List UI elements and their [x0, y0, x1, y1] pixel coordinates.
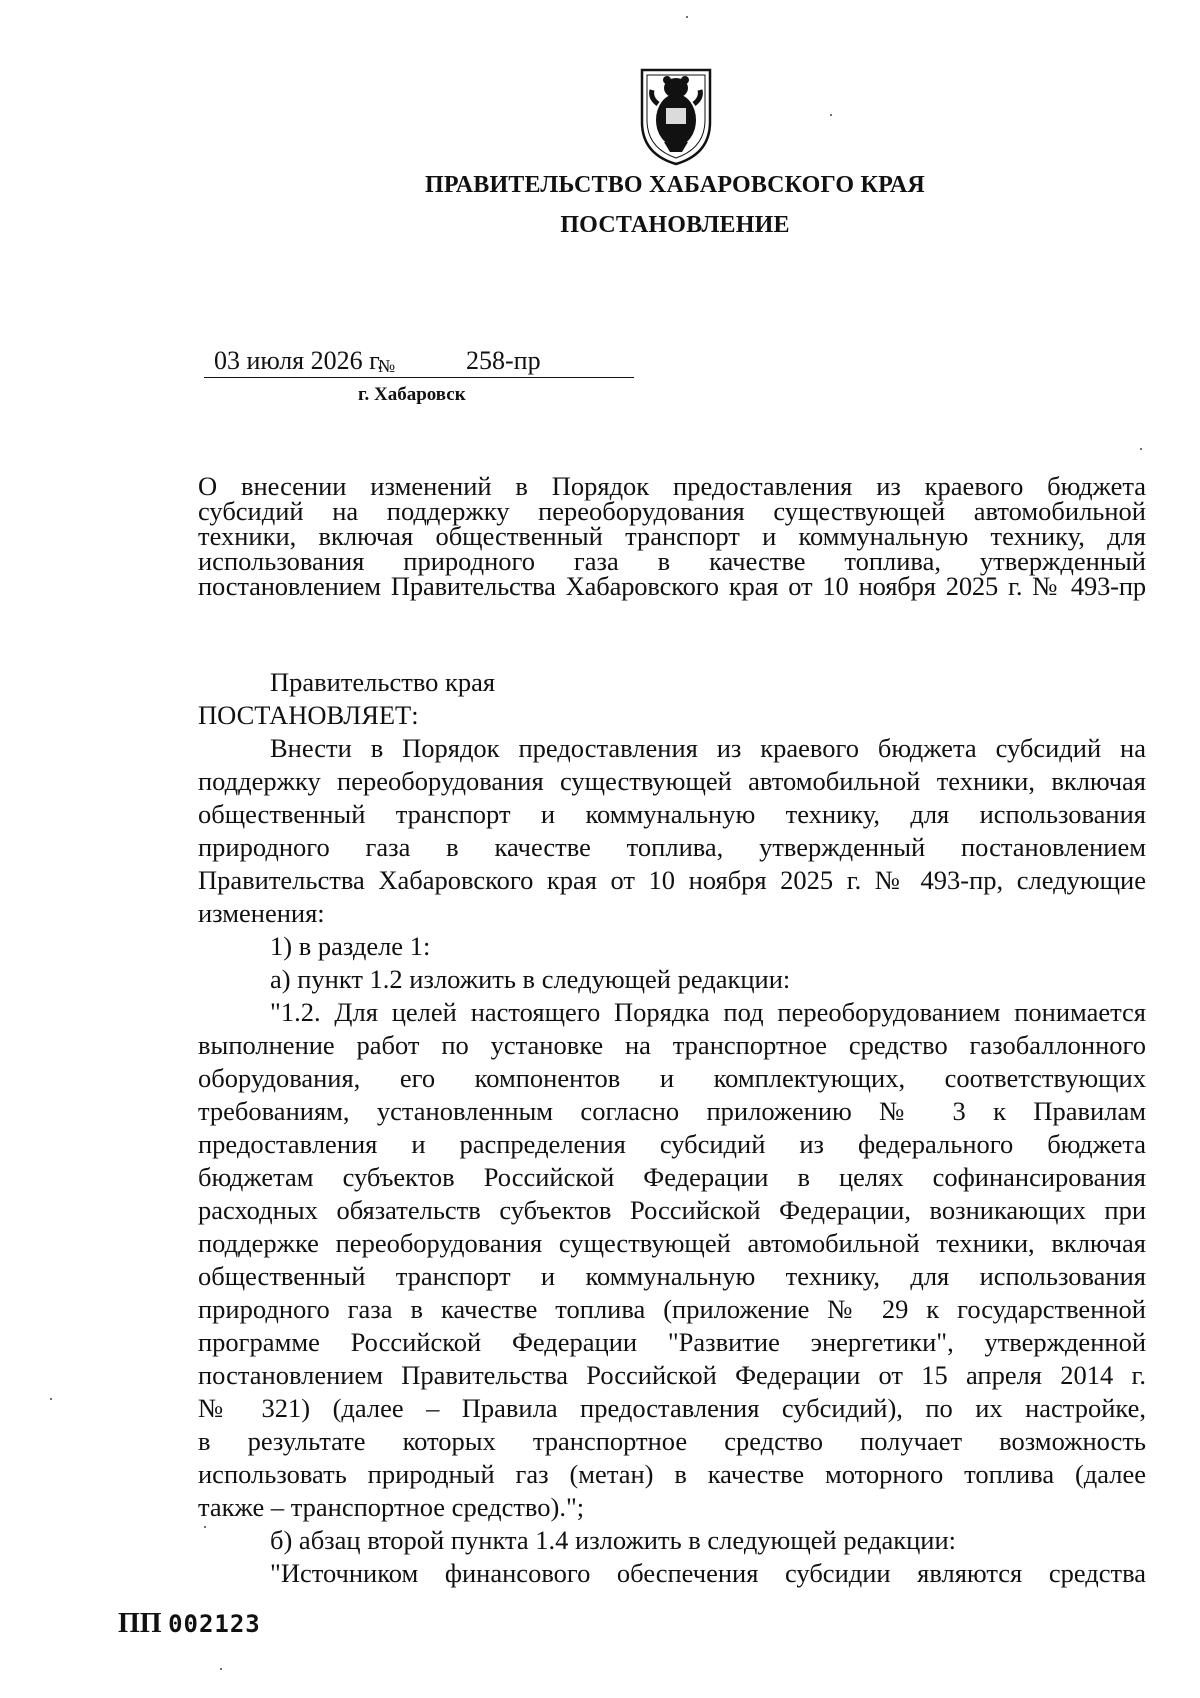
- body-line: бюджетам субъектов Российской Федерации в целях софинансирования: [198, 1162, 1146, 1192]
- body-line: "Источником финансового обеспечения субсидии являются средства: [270, 1558, 1146, 1588]
- scan-speck: [686, 16, 688, 18]
- body-line: Внести в Порядок предоставления из краевого бюджета субсидий на: [270, 733, 1146, 763]
- body-line: поддержке переоборудования существующей автомобильной техники, включая: [198, 1228, 1146, 1258]
- document-subject: [198, 471, 1146, 601]
- subject-line: О внесении изменений в Порядок предоставления из краевого бюджета: [198, 471, 1146, 501]
- body-line: выполнение работ по установке на транспортное средство газобаллонного: [198, 1030, 1146, 1060]
- document-serial-code: [118, 1608, 261, 1640]
- scan-speck: [204, 1526, 206, 1528]
- body-line: поддержку переоборудования существующей автомобильной техники, включая: [198, 766, 1146, 796]
- document-type: ПОСТАНОВЛЕНИЕ: [560, 212, 790, 238]
- document-date: 03 июля 2026 г.: [214, 346, 384, 375]
- subject-line: использования природного газа в качестве топлива, утвержденный: [198, 546, 1146, 576]
- scan-speck: [830, 114, 832, 116]
- subject-line: постановлением Правительства Хабаровского края от 10 ноября 2025 г. № 493-пр: [198, 571, 1146, 601]
- scan-speck: [1140, 448, 1142, 450]
- coat-of-arms-icon: [636, 62, 716, 166]
- scan-speck: [220, 1668, 222, 1670]
- serial-prefix: ПП: [118, 1608, 162, 1639]
- registration-underline: [204, 377, 634, 378]
- body-line: в результате которых транспортное средство получает возможность: [198, 1426, 1146, 1456]
- body-line: требованиям, установленным согласно приложению № 3 к Правилам: [198, 1096, 1146, 1126]
- body-line: программе Российской Федерации "Развитие энергетики", утвержденной: [198, 1327, 1146, 1357]
- body-line: 1) в разделе 1:: [270, 931, 431, 961]
- organization-name: ПРАВИТЕЛЬСТВО ХАБАРОВСКОГО КРАЯ: [425, 172, 925, 198]
- body-line: оборудования, его компонентов и комплектующих, соответствующих: [198, 1063, 1146, 1093]
- body-line: использовать природный газ (метан) в качестве моторного топлива (далее: [198, 1459, 1146, 1489]
- body-line: общественный транспорт и коммунальную технику, для использования: [198, 1261, 1146, 1291]
- registration-block: [204, 346, 634, 382]
- body-line: а) пункт 1.2 изложить в следующей редакции:: [270, 964, 791, 994]
- preamble-line: Правительство края: [270, 667, 496, 697]
- body-line: постановлением Правительства Российской Федерации от 15 апреля 2014 г.: [198, 1360, 1146, 1390]
- body-line: Правительства Хабаровского края от 10 ноября 2025 г. № 493-пр, следующие: [198, 865, 1146, 895]
- document-body: [198, 666, 1146, 1590]
- document-number: 258-пр: [466, 346, 541, 375]
- number-sign: №: [378, 356, 396, 376]
- body-line: б) абзац второй пункта 1.4 изложить в следующей редакции:: [270, 1525, 957, 1555]
- body-line: предоставления и распределения субсидий из федерального бюджета: [198, 1129, 1146, 1159]
- body-line: общественный транспорт и коммунальную технику, для использования: [198, 799, 1146, 829]
- document-city: г. Хабаровск: [358, 384, 466, 405]
- body-line: № 321) (далее – Правила предоставления субсидий), по их настройке,: [198, 1393, 1146, 1423]
- body-line: "1.2. Для целей настоящего Порядка под переоборудованием понимается: [270, 997, 1146, 1027]
- subject-line: субсидий на поддержку переоборудования существующей автомобильной: [198, 496, 1146, 526]
- body-line: изменения:: [198, 898, 325, 928]
- body-line: природного газа в качестве топлива, утвержденный постановлением: [198, 832, 1146, 862]
- body-line: расходных обязательств субъектов Российской Федерации, возникающих при: [198, 1195, 1146, 1225]
- preamble-line: ПОСТАНОВЛЯЕТ:: [198, 700, 419, 730]
- subject-line: техники, включая общественный транспорт и коммунальную технику, для: [198, 521, 1146, 551]
- body-line: природного газа в качестве топлива (приложение № 29 к государственной: [198, 1294, 1146, 1324]
- body-line: также – транспортное средство).";: [198, 1492, 585, 1522]
- scan-speck: [50, 1398, 52, 1400]
- serial-number: 002123: [168, 1610, 261, 1638]
